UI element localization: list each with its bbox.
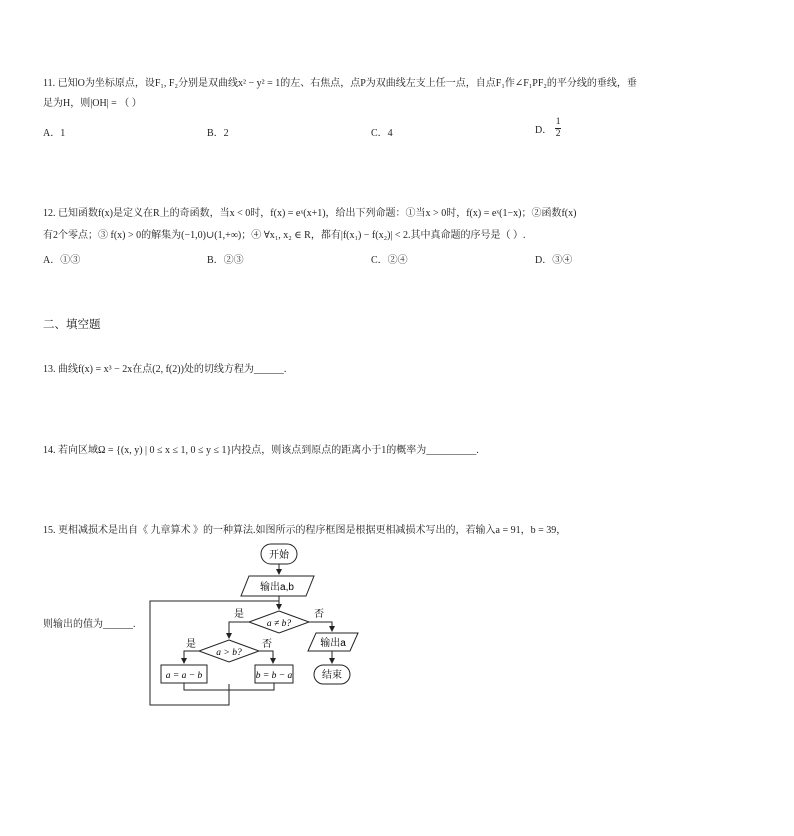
decision-1-label: a ≠ b?: [266, 619, 292, 629]
output-label: 输出a: [320, 638, 346, 649]
q11-line1: 11. 已知O为坐标原点，设F₁, F₂分别是双曲线x² − y² = 1的左、右焦点，点P为双曲线左支上任一点，自点F₁作∠F₁PF₂的平分线的垂线，垂: [43, 78, 637, 89]
q11-option-c[interactable]: C．4: [371, 128, 393, 139]
q12-line1: 12. 已知函数f(x)是定义在R上的奇函数，当x < 0时，f(x) = eˣ(x+1)，给出下列命题：①当x > 0时，f(x) = eˣ(1−x)；②函数f(x): [43, 208, 577, 219]
q15-tail: 则输出的值为______.: [43, 619, 136, 630]
decision-2-label: a > b?: [216, 648, 242, 658]
q11-line2: 足为H，则|OH| = （ ）: [43, 98, 142, 109]
input-label: 输出a,b: [260, 582, 294, 593]
section-title-fill-in: 二、填空题: [43, 319, 101, 331]
decision-2-yes-label: 是: [186, 639, 196, 650]
start-label: 开始: [269, 550, 289, 561]
decision-1-yes-label: 是: [234, 609, 244, 620]
q12-option-b[interactable]: B．②③: [207, 255, 244, 266]
q12-option-c[interactable]: C．②④: [371, 255, 408, 266]
q15-text: 15. 更相减损术是出自《 九章算术 》的一种算法.如图所示的程序框图是根据更相减损术写出的，若输入a = 91，b = 39，: [43, 525, 567, 536]
decision-1-no-label: 否: [314, 609, 324, 620]
fraction-numerator: 1: [555, 117, 561, 127]
q11-option-d-label: D．: [535, 125, 553, 136]
process-right-label: b = b − a: [255, 671, 293, 681]
fraction-denominator: 2: [555, 129, 561, 139]
decision-2-no-label: 否: [262, 639, 272, 650]
q12-option-d[interactable]: D．③④: [535, 255, 573, 266]
q14-text: 14. 若向区域Ω = {(x, y) | 0 ≤ x ≤ 1, 0 ≤ y ≤ 1}内投点，则该点到原点的距离小于1的概率为__________.: [43, 445, 479, 456]
q11-option-b[interactable]: B．2: [207, 128, 229, 139]
end-label: 结束: [322, 670, 342, 681]
q11-option-a[interactable]: A．1: [43, 128, 66, 139]
process-left-label: a = a − b: [165, 671, 203, 681]
q12-option-a[interactable]: A．①③: [43, 255, 81, 266]
q13-text: 13. 曲线f(x) = x³ − 2x在点(2, f(2))处的切线方程为______.: [43, 364, 287, 375]
q12-line2: 有2个零点；③ f(x) > 0的解集为(−1,0)∪(1,+∞)；④ ∀x₁, x₂ ∈ R，都有|f(x₁) − f(x₂)| < 2.其中真命题的序号是（ ）.: [43, 230, 526, 241]
